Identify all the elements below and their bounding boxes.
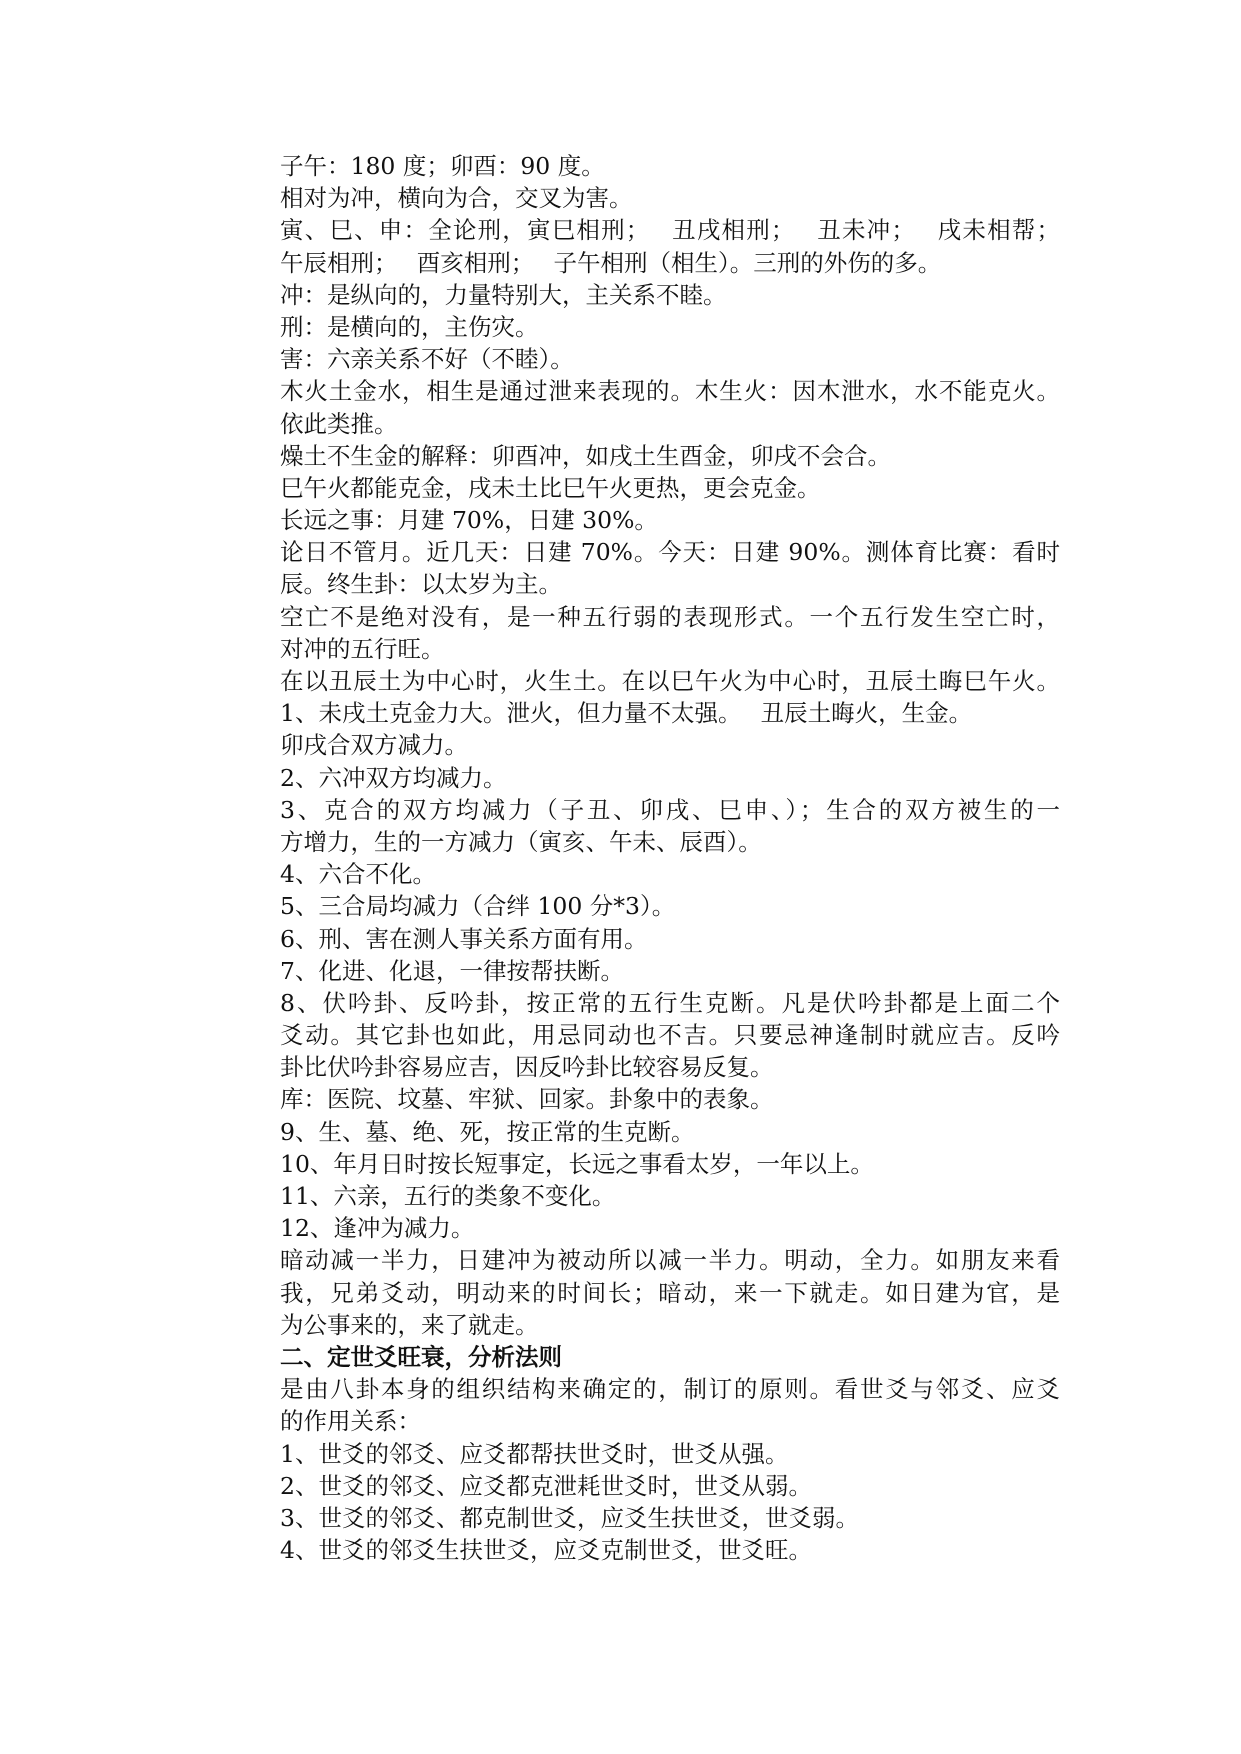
text-line: 4、世爻的邻爻生扶世爻，应爻克制世爻，世爻旺。 — [280, 1536, 812, 1565]
text-line: 卯戌合双方减力。 — [280, 731, 468, 760]
text-line: 是由八卦本身的组织结构来确定的，制订的原则。看世爻与邻爻、应爻 — [280, 1375, 1060, 1404]
text-line: 对冲的五行旺。 — [280, 634, 445, 663]
text-line: 3、世爻的邻爻、都克制世爻，应爻生扶世爻，世爻弱。 — [280, 1503, 859, 1532]
text-line: 燥土不生金的解释：卯酉冲，如戌土生酉金，卯戌不会合。 — [280, 441, 891, 470]
text-line: 依此类推。 — [280, 409, 398, 438]
text-line: 冲：是纵向的，力量特别大，主关系不睦。 — [280, 280, 727, 309]
text-line: 1、世爻的邻爻、应爻都帮扶世爻时，世爻从强。 — [280, 1439, 789, 1468]
text-line: 12、逢冲为减力。 — [280, 1214, 475, 1243]
text-line: 木火土金水，相生是通过泄来表现的。木生火：因木泄水，水不能克火。 — [280, 377, 1060, 406]
text-line: 2、六冲双方均减力。 — [280, 763, 507, 792]
document-body — [280, 150, 1060, 1566]
text-line: 害：六亲关系不好（不睦）。 — [280, 345, 574, 374]
text-line: 6、刑、害在测人事关系方面有用。 — [280, 924, 648, 953]
text-line: 子午：180 度；卯酉：90 度。 — [280, 152, 605, 180]
text-line: 刑：是横向的，主伤灾。 — [280, 312, 539, 341]
text-line: 10、年月日时按长短事定，长远之事看太岁，一年以上。 — [280, 1149, 874, 1178]
text-line: 辰。终生卦：以太岁为主。 — [280, 570, 562, 599]
text-line: 7、化进、化退，一律按帮扶断。 — [280, 956, 624, 985]
text-line: 3、克合的双方均减力（子丑、卯戌、巳申、）；生合的双方被生的一 — [280, 795, 1060, 824]
text-line: 爻动。其它卦也如此，用忌同动也不吉。只要忌神逢制时就应吉。反吟 — [280, 1021, 1060, 1050]
text-line: 空亡不是绝对没有，是一种五行弱的表现形式。一个五行发生空亡时， — [280, 602, 1060, 631]
text-line: 2、世爻的邻爻、应爻都克泄耗世爻时，世爻从弱。 — [280, 1471, 812, 1500]
section-heading: 二、定世爻旺衰，分析法则 — [280, 1342, 562, 1371]
text-line: 我，兄弟爻动，明动来的时间长；暗动，来一下就走。如日建为官，是 — [280, 1278, 1060, 1307]
text-line: 暗动减一半力，日建冲为被动所以减一半力。明动，全力。如朋友来看 — [280, 1246, 1060, 1275]
text-line: 相对为冲，横向为合，交叉为害。 — [280, 184, 633, 213]
text-line: 4、六合不化。 — [280, 860, 436, 889]
text-line: 8、伏吟卦、反吟卦，按正常的五行生克断。凡是伏吟卦都是上面二个 — [280, 988, 1060, 1017]
text-line: 方增力，生的一方减力（寅亥、午未、辰酉）。 — [280, 827, 762, 856]
text-line: 午辰相刑； 酉亥相刑； 子午相刑（相生）。三刑的外伤的多。 — [280, 248, 942, 277]
text-line: 5、三合局均减力（合绊 100 分*3）。 — [280, 892, 676, 921]
text-line: 长远之事：月建 70%，日建 30%。 — [280, 506, 658, 535]
text-line: 库：医院、坟墓、牢狱、回家。卦象中的表象。 — [280, 1085, 774, 1114]
text-line: 为公事来的，来了就走。 — [280, 1310, 539, 1339]
text-line: 的作用关系： — [280, 1407, 421, 1436]
text-line: 在以丑辰土为中心时，火生土。在以巳午火为中心时，丑辰土晦巳午火。 — [280, 667, 1060, 695]
text-line: 论日不管月。近几天：日建 70%。今天：日建 90%。测体育比赛：看时 — [280, 538, 1060, 567]
text-line: 9、生、墓、绝、死，按正常的生克断。 — [280, 1117, 695, 1146]
text-line: 1、未戌土克金力大。泄火，但力量不太强。 丑辰土晦火，生金。 — [280, 699, 973, 728]
text-line: 11、六亲，五行的类象不变化。 — [280, 1182, 616, 1210]
text-line: 寅、巳、申：全论刑，寅巳相刑； 丑戌相刑； 丑未冲； 戌未相帮； — [280, 216, 1060, 245]
text-line: 巳午火都能克金，戌未土比巳午火更热，更会克金。 — [280, 473, 821, 502]
text-line: 卦比伏吟卦容易应吉，因反吟卦比较容易反复。 — [280, 1053, 774, 1082]
